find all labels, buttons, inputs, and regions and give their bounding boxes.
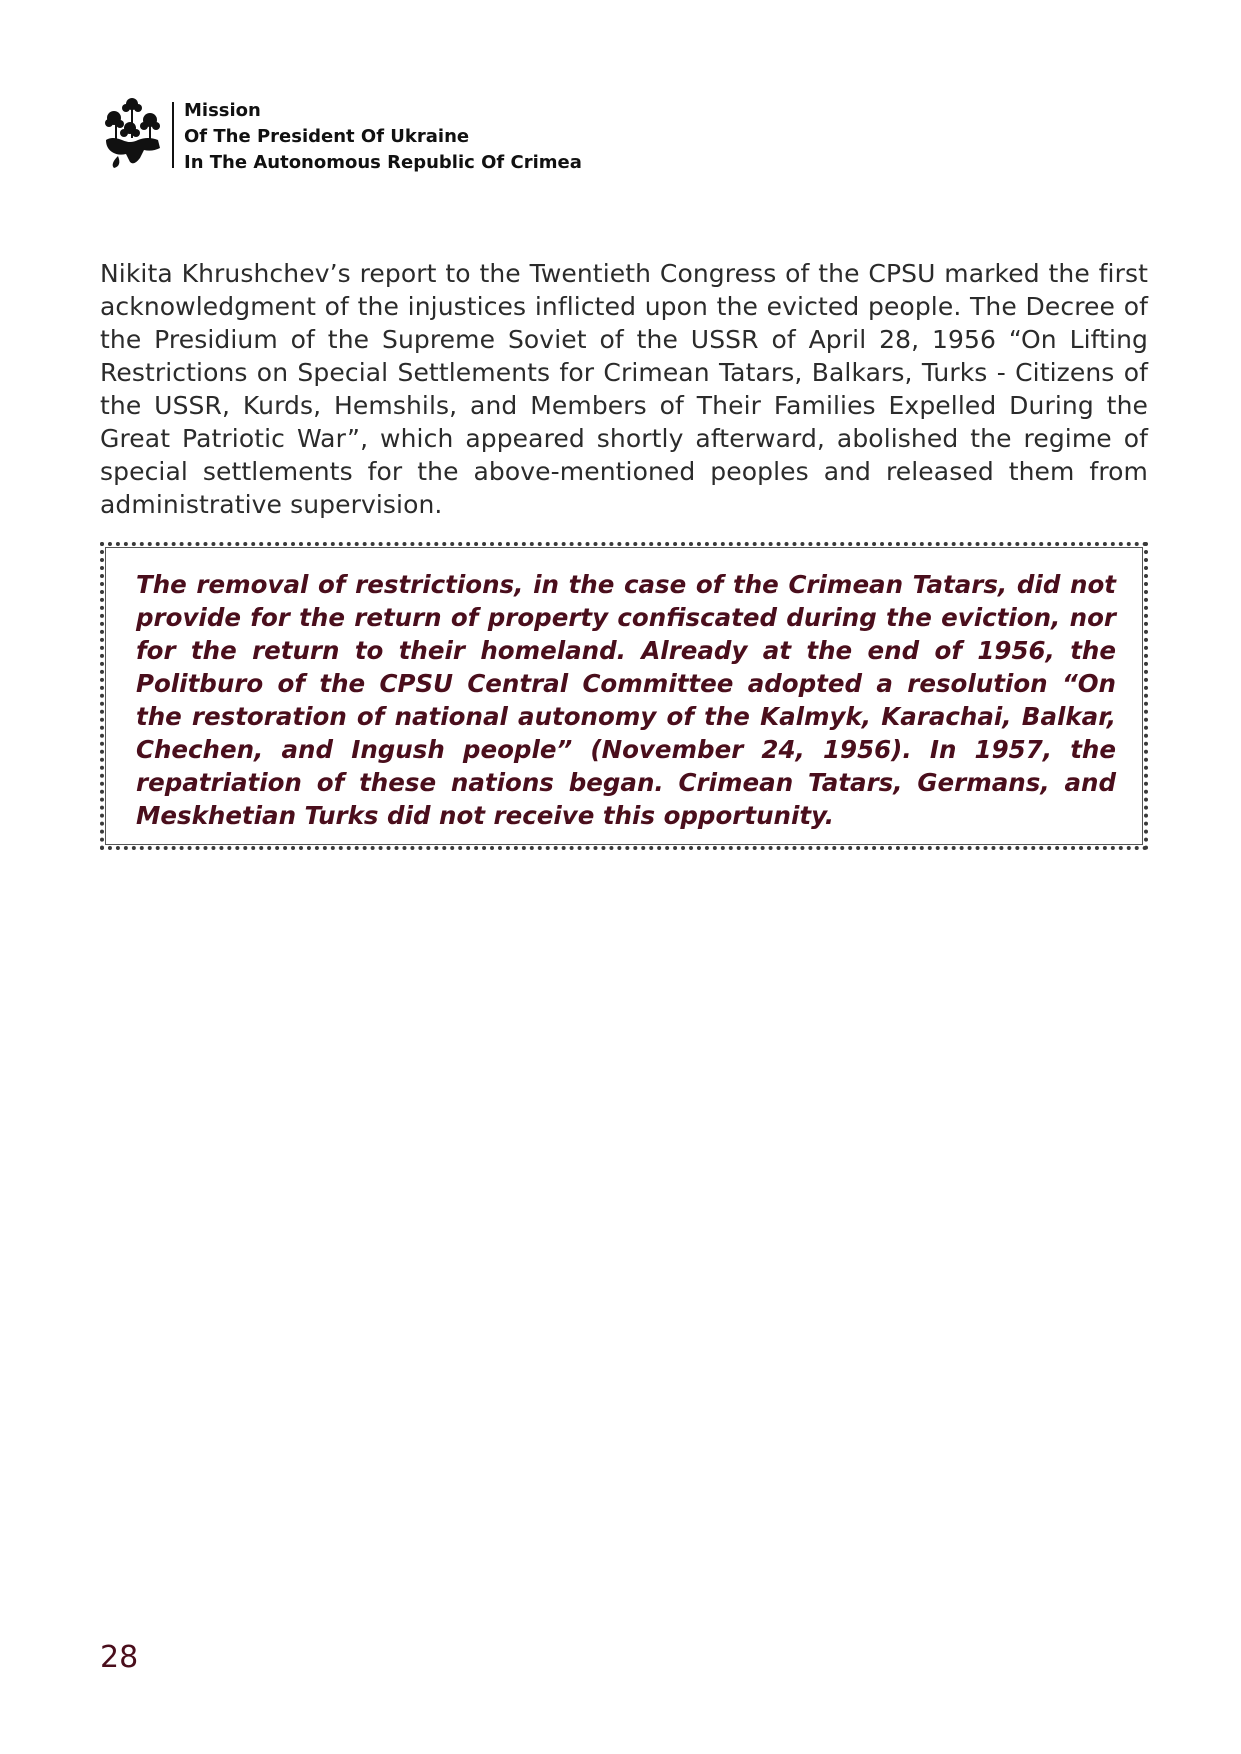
page-number: 28 (100, 1640, 139, 1675)
header-divider (172, 102, 174, 168)
org-line-3: In The Autonomous Republic Of Crimea (184, 152, 582, 173)
page-header (100, 96, 582, 176)
organization-name (184, 98, 582, 176)
org-line-1: Mission (184, 100, 261, 121)
org-line-2: Of The President Of Ukraine (184, 126, 470, 147)
highlight-text: The removal of restrictions, in the case of the Crimean Tatars, did not provide for the return of property confiscated during the eviction, nor for the return to their homeland. Already at the end of 1956, the Politburo of the CPSU Central Committee adopted a resolution “On the restoration of national autonomy of the Kalmyk, Karachai, Balkar, Chechen, and Ingush people” (November 24, 1956). In 1957, the repatriation of these nations began. Crimean Tatars, Germans, and Meskhetian Turks did not receive this opportunity. (136, 570, 1116, 830)
tulip-crimea-emblem-icon (100, 96, 166, 172)
main-paragraph: Nikita Khrushchev’s report to the Twentieth Congress of the CPSU marked the first acknowledgment of the injustices inflicted upon the evicted people. The Decree of the Presidium of the Supreme Soviet of the USSR of April 28, 1956 “On Lifting Restrictions on Special Settlements for Crimean Tatars, Balkars, Turks - Citizens of the USSR, Kurds, Hemshils, and Members of Their Families Expelled During the Great Patriotic War”, which appeared shortly afterward, abolished the regime of special settlements for the above-mentioned peoples and released them from administrative supervision. (100, 259, 1148, 519)
highlight-box (100, 542, 1148, 850)
